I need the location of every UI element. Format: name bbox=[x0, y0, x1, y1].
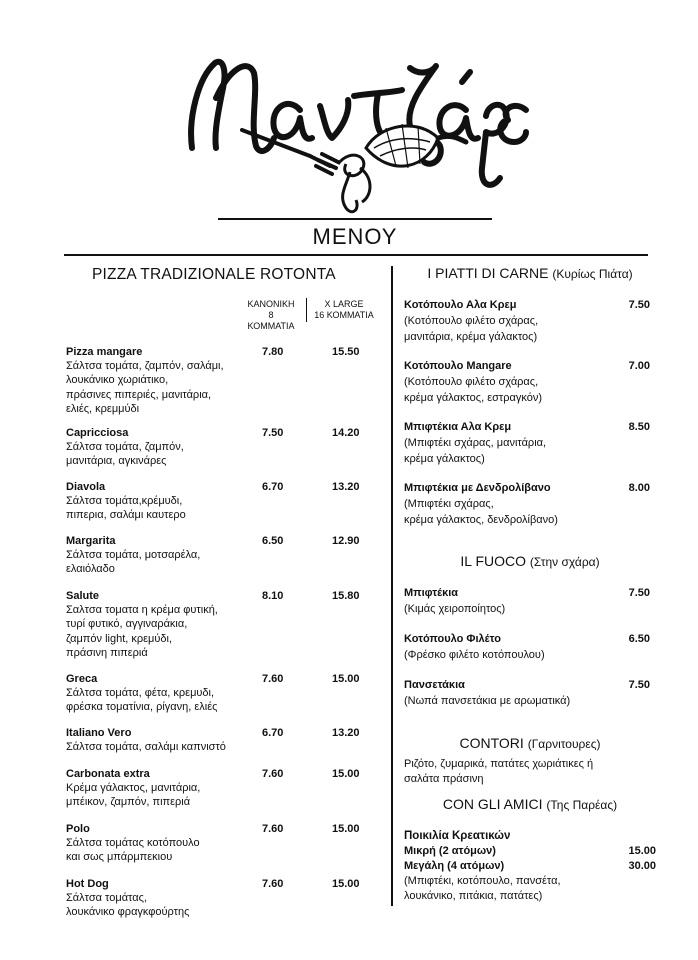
item-price: 6.50 bbox=[628, 633, 650, 645]
item-price: 7.00 bbox=[628, 360, 650, 372]
price-xlarge: 15.00 bbox=[332, 768, 360, 780]
price-xlarge: 15.00 bbox=[332, 878, 360, 890]
menu-item bbox=[404, 585, 654, 617]
platter-size-price: 30.00 bbox=[628, 860, 656, 872]
price-regular: 6.70 bbox=[262, 727, 284, 739]
pizza-name: Capricciosa bbox=[66, 427, 129, 439]
contori-description: Ριζότο, ζυμαρικά, πατάτες χωριάτικες ή σαλάτα πράσινη bbox=[404, 758, 594, 785]
menu-item bbox=[404, 480, 654, 528]
price-regular: 6.50 bbox=[262, 535, 284, 547]
price-regular: 7.60 bbox=[262, 878, 284, 890]
item-description: (Κιμάς χειροποίητος) bbox=[404, 603, 506, 615]
pizza-name: Margarita bbox=[66, 535, 116, 547]
pizza-name: Pizza mangare bbox=[66, 346, 143, 358]
price-xlarge: 15.00 bbox=[332, 823, 360, 835]
column-header-regular-line2: 8 ΚΟΜΜΑΤΙΑ bbox=[247, 310, 295, 331]
price-xlarge: 15.50 bbox=[332, 346, 360, 358]
menu-title: ΜΕΝΟΥ bbox=[312, 224, 398, 249]
price-xlarge: 15.80 bbox=[332, 590, 360, 602]
pizza-name: Carbonata extra bbox=[66, 768, 150, 780]
item-description: (Κοτόπουλο φιλέτο σχάρας, μανιτάρια, κρέμα γάλακτος) bbox=[404, 315, 539, 343]
pizza-item bbox=[66, 877, 386, 920]
contori-heading-sub: (Γαρνιτουρες) bbox=[527, 737, 601, 751]
price-regular: 7.50 bbox=[262, 427, 284, 439]
item-name: Κοτόπουλο Αλα Κρεμ bbox=[404, 299, 517, 311]
platter-item bbox=[404, 829, 656, 904]
pizza-item bbox=[66, 822, 386, 865]
pizza-description: Σάλτσα τομάτα,κρέμυδι, πιπερια, σαλάμι καυτερο bbox=[66, 495, 186, 522]
item-name: Κοτόπουλο Mangare bbox=[404, 360, 512, 372]
carne-section-heading bbox=[392, 265, 668, 281]
item-price: 8.50 bbox=[628, 421, 650, 433]
item-name: Μπιφτέκια bbox=[404, 587, 459, 599]
pizza-item bbox=[66, 767, 386, 810]
item-price: 7.50 bbox=[628, 299, 650, 311]
item-description: (Φρέσκο φιλέτο κοτόπουλου) bbox=[404, 649, 545, 661]
pizza-name: Greca bbox=[66, 673, 98, 685]
item-description: (Μπιφτέκι σχάρας, μανιτάρια, κρέμα γάλακτος) bbox=[404, 437, 547, 465]
pizza-description: Σάλτσα τομάτα, ζαμπόν, σαλάμι, λουκάνικο χωριάτικο, πράσινες πιπεριές, μανιτάρια, ελιές, κρεμμύδι bbox=[66, 360, 224, 415]
pizza-description: Σαλτσα τοματα η κρέμα φυτική, τυρί φυτικό, αγγιναράκια, ζαμπόν light, κρεμύδι, πράσινη πιπεριά bbox=[66, 604, 218, 659]
price-xlarge: 12.90 bbox=[332, 535, 360, 547]
column-header-xlarge-line1: X LARGE bbox=[324, 299, 364, 309]
price-xlarge: 13.20 bbox=[332, 727, 360, 739]
fuoco-heading-sub: (Στην σχάρα) bbox=[529, 555, 600, 569]
price-xlarge: 15.00 bbox=[332, 673, 360, 685]
item-name: Πανσετάκια bbox=[404, 679, 465, 691]
price-xlarge: 13.20 bbox=[332, 481, 360, 493]
fuoco-heading-text: IL FUOCO bbox=[460, 553, 527, 569]
platter-size-row bbox=[404, 844, 656, 859]
amici-heading-sub: (Της Παρέας) bbox=[546, 798, 618, 812]
pizza-name: Diavola bbox=[66, 481, 106, 493]
pizza-name: Italiano Vero bbox=[66, 727, 132, 739]
item-description: (Κοτόπουλο φιλέτο σχάρας, κρέμα γάλακτος, εστραγκόν) bbox=[404, 376, 542, 404]
price-xlarge: 14.20 bbox=[332, 427, 360, 439]
price-regular: 7.60 bbox=[262, 823, 284, 835]
item-price: 8.00 bbox=[628, 482, 650, 494]
platter-title: Ποικιλία Κρεατικών bbox=[404, 830, 511, 842]
pizza-item bbox=[66, 589, 386, 660]
price-regular: 8.10 bbox=[262, 590, 284, 602]
pizza-description: Σάλτσα τομάτα, ζαμπόν, μανιτάρια, αγκινάρες bbox=[66, 441, 184, 468]
fuoco-section-heading bbox=[392, 553, 668, 569]
pizza-item bbox=[66, 672, 386, 715]
column-header-regular-line1: ΚΑΝΟΝΙΚΗ bbox=[247, 299, 295, 309]
column-header-divider bbox=[306, 298, 307, 322]
platter-size-label: Μικρή (2 ατόμων) bbox=[404, 845, 496, 857]
price-regular: 7.60 bbox=[262, 768, 284, 780]
pizza-item bbox=[66, 534, 386, 577]
pizza-name: Salute bbox=[66, 590, 100, 602]
pizza-item bbox=[66, 480, 386, 523]
price-regular: 7.60 bbox=[262, 673, 284, 685]
platter-size-price: 15.00 bbox=[628, 845, 656, 857]
pizza-item bbox=[66, 726, 386, 754]
contori-section-heading bbox=[392, 735, 668, 751]
item-price: 7.50 bbox=[628, 587, 650, 599]
price-regular: 7.80 bbox=[262, 346, 284, 358]
menu-item bbox=[404, 297, 654, 345]
item-name: Μπιφτέκια με Δενδρολίβανο bbox=[404, 482, 551, 494]
column-header-xlarge-line2: 16 ΚΟΜΜΑΤΙΑ bbox=[314, 310, 374, 320]
pizza-description: Σάλτσα τομάτα, φέτα, κρεμυδι, φρέσκα τοματίνια, ρίγανη, ελιές bbox=[66, 687, 218, 714]
carne-heading-text: I PIATTI DI CARNE bbox=[427, 265, 549, 281]
item-name: Μπιφτέκια Αλα Κρεμ bbox=[404, 421, 512, 433]
platter-size-label: Μεγάλη (4 ατόμων) bbox=[404, 860, 505, 872]
column-header-xlarge bbox=[312, 299, 376, 321]
pizza-section-heading: PIZZA TRADIZIONALE ROTONTA bbox=[92, 266, 336, 283]
item-description: (Νωπά πανσετάκια με αρωματικά) bbox=[404, 695, 571, 707]
carne-heading-sub: (Κυρίως Πιάτα) bbox=[552, 267, 633, 281]
amici-heading-text: CON GLI AMICI bbox=[442, 796, 543, 812]
contori-heading-text: CONTORI bbox=[459, 735, 524, 751]
header-rule-bottom bbox=[64, 254, 648, 256]
platter-size-row bbox=[404, 859, 656, 874]
pizza-item bbox=[66, 345, 386, 416]
menu-item bbox=[404, 419, 654, 467]
amici-section-heading bbox=[392, 796, 668, 812]
menu-item bbox=[404, 358, 654, 406]
item-description: (Μπιφτέκι σχάρας, κρέμα γάλακτος, δενδρολίβανο) bbox=[404, 498, 558, 526]
header-rule-top bbox=[218, 218, 492, 220]
item-name: Κοτόπουλο Φιλέτο bbox=[404, 633, 501, 645]
item-price: 7.50 bbox=[628, 679, 650, 691]
pizza-description: Κρέμα γάλακτος, μανιτάρια, μπέικον, ζαμπόν, πιπεριά bbox=[66, 782, 201, 809]
pizza-description: Σάλτσα τομάτας κοτόπουλο και σως μπάρμπεκιου bbox=[66, 837, 200, 864]
menu-item bbox=[404, 677, 654, 709]
pizza-description: Σάλτσα τομάτας, λουκάνικο φραγκφούρτης bbox=[66, 892, 190, 919]
pizza-name: Hot Dog bbox=[66, 878, 109, 890]
platter-description: (Μπιφτέκι, κοτόπουλο, πανσέτα, λουκάνικο, πιτάκια, πατάτες) bbox=[404, 875, 561, 902]
pizza-description: Σάλτσα τομάτα, σαλάμι καπνιστό bbox=[66, 741, 226, 754]
menu-item bbox=[404, 631, 654, 663]
price-regular: 6.70 bbox=[262, 481, 284, 493]
pizza-item bbox=[66, 426, 386, 469]
pizza-description: Σάλτσα τομάτα, μοτσαρέλα, ελαιόλαδο bbox=[66, 549, 201, 576]
pizza-name: Polo bbox=[66, 823, 90, 835]
spaghetti-fork-strainer-logo bbox=[170, 38, 530, 218]
column-header-regular bbox=[244, 299, 298, 332]
